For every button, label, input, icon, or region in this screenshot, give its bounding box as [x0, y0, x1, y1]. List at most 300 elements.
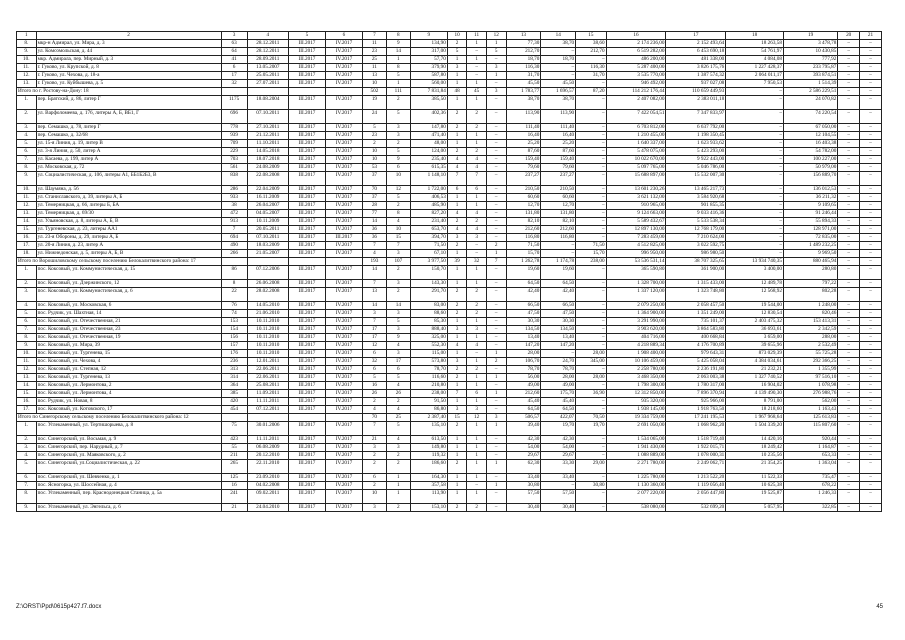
table-cell: 2 [447, 148, 467, 156]
address-cell: пос. Рудчик, ул. Шахтная, 14 [36, 310, 221, 318]
table-row [17, 482, 882, 490]
table-cell: 1 328 700,00 [606, 280, 666, 288]
table-cell: 1 [386, 482, 410, 490]
table-cell: 32 [362, 358, 386, 366]
table-cell: 125 [221, 474, 247, 482]
table-cell: – [486, 218, 506, 226]
table-cell: 193 [362, 258, 386, 266]
table-cell: 15 [386, 234, 410, 242]
table-cell: – [838, 64, 860, 72]
table-cell: III.2017 [288, 318, 325, 326]
table-cell: 06.08.2009 [247, 444, 288, 452]
table-cell: 125 613,83 [783, 414, 837, 422]
table-cell: 2 [467, 302, 487, 310]
table-cell: 1 163,43 [783, 406, 837, 414]
table-cell: 3 584 920,68 [666, 194, 726, 202]
table-cell: 13 934 740,35 [726, 258, 784, 266]
table-cell: 14.05.2010 [247, 302, 288, 310]
table-cell: 2 [467, 288, 487, 302]
table-cell: – [838, 310, 860, 318]
table-cell: 1 783,77 [506, 88, 541, 96]
table-cell: 147,20 [541, 342, 576, 350]
table-cell: 1 [447, 80, 467, 88]
table-cell: 10. [17, 350, 37, 358]
table-cell: 5. [17, 140, 37, 148]
table-cell: 7 [386, 242, 410, 250]
table-cell: 87,60 [506, 148, 541, 156]
address-cell: пос. Углекаменный, ул. Тертишорыева, д. 8 [36, 422, 221, 436]
table-cell: 17 [221, 72, 247, 80]
table-cell: 54 761,97 [726, 48, 784, 56]
column-number: 5 [288, 32, 325, 40]
table-cell: 238,00 [410, 390, 447, 398]
table-cell: – [486, 504, 506, 512]
table-cell: III.2017 [288, 490, 325, 504]
table-cell: 1 623 933,62 [666, 140, 726, 148]
table-cell: 422,07 [541, 414, 576, 422]
table-cell: 3 [486, 88, 506, 96]
table-cell: 5 [362, 374, 386, 382]
table-row [17, 242, 882, 250]
table-cell: IV.2017 [325, 436, 362, 444]
table-cell: – [838, 460, 860, 474]
table-cell: 1 [467, 96, 487, 110]
table-cell: 292 366,25 [783, 358, 837, 366]
table-cell: – [467, 72, 487, 80]
table-cell: 26.04.2007 [247, 202, 288, 210]
table-cell: 235,40 [410, 156, 447, 164]
table-cell: 2 271 780,00 [606, 460, 666, 474]
table-cell: 20.05.2011 [247, 226, 288, 234]
table-cell: 1 [486, 250, 506, 258]
address-cell: пос. Коксовый, ул. Тургенева, 13 [36, 374, 221, 382]
table-cell: – [726, 88, 784, 96]
table-cell: 24 [362, 110, 386, 124]
table-cell: 212,70 [576, 48, 606, 56]
table-cell: – [541, 350, 576, 358]
table-cell: – [838, 334, 860, 342]
table-cell: 4. [17, 452, 37, 460]
table-cell: 7 347 833,97 [666, 110, 726, 124]
table-cell: 6. [17, 148, 37, 156]
address-cell: ул. Социалистическая, д. 106, литеры А1, ББ1Б2Б3, В [36, 172, 221, 186]
table-cell: 4 [386, 436, 410, 444]
table-cell: 28.02.2008 [247, 288, 288, 302]
table-cell: 7 [447, 390, 467, 398]
table-cell: 47,50 [541, 310, 576, 318]
table-cell: 229 [221, 148, 247, 156]
table-row [17, 382, 882, 390]
table-cell: 3 [467, 326, 487, 334]
table-cell: – [838, 258, 860, 266]
table-cell: 12 830,54 [726, 310, 784, 318]
table-cell: 6 [386, 164, 410, 172]
table-cell: 210,50 [506, 186, 541, 194]
table-cell: 11. [17, 358, 37, 366]
table-row [17, 140, 882, 148]
table-cell: 5 [386, 194, 410, 202]
table-cell: IV.2017 [325, 374, 362, 382]
table-cell: – [726, 202, 784, 210]
table-cell: 696 [221, 110, 247, 124]
table-cell: 10.11.2010 [247, 350, 288, 358]
table-cell: 6 453 690,18 [666, 48, 726, 56]
table-cell: 678,22 [783, 482, 837, 490]
table-cell: III.2017 [288, 460, 325, 474]
column-number: 7 [362, 32, 386, 40]
table-row [17, 436, 882, 444]
table-cell: – [486, 186, 506, 194]
table-cell: – [838, 444, 860, 452]
table-row [17, 406, 882, 414]
table-cell: 5 [362, 124, 386, 132]
table-cell: 5 425 058,04 [666, 358, 726, 366]
table-cell: 17 [362, 334, 386, 342]
table-cell: 933 [221, 194, 247, 202]
table-cell: 2 [447, 40, 467, 48]
table-cell: 39,40 [506, 422, 541, 436]
table-cell: 10.11.2010 [247, 342, 288, 350]
table-cell: 325,00 [410, 334, 447, 342]
table-cell: 10 625,38 [726, 482, 784, 490]
table-cell: 28.12.2011 [247, 48, 288, 56]
table-cell: IV.2017 [325, 156, 362, 164]
table-cell: 735 101,37 [666, 318, 726, 326]
table-cell: – [726, 186, 784, 194]
table-cell: – [838, 156, 860, 164]
column-number: 17 [666, 32, 726, 40]
table-cell: 2 [447, 302, 467, 310]
table-cell: 54,00 [506, 444, 541, 452]
table-cell: 11. [17, 194, 37, 202]
table-cell: 6 [447, 186, 467, 194]
table-cell: 22.06.2011 [247, 374, 288, 382]
table-cell: 14 [362, 266, 386, 280]
table-cell: 14. [17, 218, 37, 226]
table-cell: 17 [386, 358, 410, 366]
table-cell: IV.2017 [325, 218, 362, 226]
table-cell: – [486, 382, 506, 390]
table-cell: – [486, 96, 506, 110]
table-cell: 21.05.2007 [247, 250, 288, 258]
table-cell: – [860, 234, 882, 242]
table-cell: 8. [17, 40, 37, 48]
table-cell: 26 [386, 390, 410, 398]
table-cell: 38,70 [541, 40, 576, 48]
table-cell: 1 [447, 194, 467, 202]
table-cell: 361 900,00 [666, 266, 726, 280]
table-cell: 10. [17, 186, 37, 194]
table-cell: 21 232,21 [726, 366, 784, 374]
subtotal-label: Итого по Синегорскому сельскому поселению Белокалитвинского района: 12 [17, 414, 222, 422]
table-cell: 400 668,84 [666, 334, 726, 342]
table-cell: 613,50 [410, 436, 447, 444]
table-cell: 16 [362, 382, 386, 390]
table-cell: 901 855,35 [666, 202, 726, 210]
table-cell: IV.2017 [325, 398, 362, 406]
table-cell: III.2017 [288, 202, 325, 210]
table-cell: IV.2017 [325, 288, 362, 302]
table-cell: III.2017 [288, 326, 325, 334]
table-cell: IV.2017 [325, 474, 362, 482]
table-cell: 13.05.2007 [247, 64, 288, 72]
table-cell: – [486, 148, 506, 156]
table-cell: – [726, 132, 784, 140]
table-cell: 5. [17, 310, 37, 318]
table-cell: 78,70 [541, 366, 576, 374]
table-cell: 74 [221, 310, 247, 318]
table-cell: 48,00 [410, 140, 447, 148]
table-cell: 4 [447, 342, 467, 350]
table-cell: 30,80 [506, 482, 541, 490]
table-cell: – [860, 210, 882, 218]
table-cell: 1 941 430,00 [606, 444, 666, 452]
table-cell: 16.11.2009 [247, 194, 288, 202]
table-cell: – [726, 218, 784, 226]
table-cell: 873 029,39 [726, 350, 784, 358]
table-row [17, 318, 882, 326]
address-cell: пос. Углекаменный, ул. Энгельса, д. 6 [36, 504, 221, 512]
table-cell: 8. [17, 490, 37, 504]
table-cell: 4 [467, 156, 487, 164]
table-cell: 1 [467, 56, 487, 64]
table-cell: 233 795,87 [783, 64, 837, 72]
table-cell: 2 [467, 310, 487, 318]
table-cell: 17 241 195,53 [666, 414, 726, 422]
table-cell: 5 287 400,00 [606, 64, 666, 72]
table-cell: 3 [386, 280, 410, 288]
table-cell: 241 [221, 490, 247, 504]
table-cell: – [541, 482, 576, 490]
table-cell: 2 [467, 110, 487, 124]
table-cell: 18,70 [541, 56, 576, 64]
table-cell: – [576, 266, 606, 280]
table-cell: 1 088 889,00 [606, 452, 666, 460]
table-cell: 1 [467, 194, 487, 202]
table-cell: 26.06.2008 [247, 280, 288, 288]
table-cell: 996 950,00 [606, 250, 666, 258]
table-row [17, 172, 882, 186]
table-cell: 3 022 592,75 [666, 242, 726, 250]
address-cell: пос. Коксовый, ул. Московская, 6 [36, 302, 221, 310]
table-cell: 32 [467, 258, 487, 266]
table-cell: 357,58 [410, 482, 447, 490]
table-cell: 1 246,33 [783, 490, 837, 504]
table-cell: 561 [221, 164, 247, 172]
table-cell: – [576, 194, 606, 202]
table-cell: 12,70 [506, 202, 541, 210]
table-cell: 1 227 428,37 [726, 64, 784, 72]
table-cell: 33,30 [541, 460, 576, 474]
table-cell: 1 248,00 [783, 302, 837, 310]
table-cell: 30,40 [506, 504, 541, 512]
table-cell: 21.06.2010 [247, 310, 288, 318]
table-cell: 82,10 [506, 218, 541, 226]
table-cell: 3 864 583,80 [666, 326, 726, 334]
table-cell: – [726, 156, 784, 164]
table-cell: III.2017 [288, 422, 325, 436]
table-cell: 116,30 [576, 64, 606, 72]
table-cell: 1 [486, 390, 506, 398]
table-cell: III.2017 [288, 172, 325, 186]
table-row [17, 96, 882, 110]
table-cell: – [860, 382, 882, 390]
table-row [17, 342, 882, 350]
table-cell: 1 068 962,20 [666, 422, 726, 436]
table-cell: – [576, 302, 606, 310]
address-cell: пос. Коксовый, ул. Мира, 39 [36, 342, 221, 350]
table-cell: 7. [17, 156, 37, 164]
table-cell: 291,70 [410, 288, 447, 302]
table-cell: – [838, 40, 860, 48]
table-cell: 7 [362, 242, 386, 250]
table-cell: 1 [386, 474, 410, 482]
table-cell [288, 88, 325, 96]
table-cell: 12 768 179,00 [666, 226, 726, 234]
table-cell: 149,80 [410, 444, 447, 452]
table-cell: 2 383 011,18 [666, 96, 726, 110]
table-cell: 10.11.2010 [247, 326, 288, 334]
table-cell: 7. [17, 326, 37, 334]
table-cell: 131,80 [506, 210, 541, 218]
table-cell: 3 400,00 [726, 266, 784, 280]
table-cell: 1 [467, 40, 487, 48]
table-cell: III.2017 [288, 64, 325, 72]
table-cell: III.2017 [288, 334, 325, 342]
table-cell: III.2017 [288, 250, 325, 258]
table-cell: 29,67 [506, 452, 541, 460]
table-cell: 1 [467, 280, 487, 288]
table-cell: 5 [386, 374, 410, 382]
table-cell: 33,40 [541, 474, 576, 482]
table-cell: III.2017 [288, 266, 325, 280]
table-cell: – [576, 452, 606, 460]
housing-program-table [16, 31, 882, 512]
subtotal-row [17, 88, 882, 96]
table-cell: 3 [447, 64, 467, 72]
table-cell: 313 [221, 366, 247, 374]
table-cell: 6 [221, 64, 247, 72]
column-number: 11 [467, 32, 487, 40]
table-cell: – [860, 226, 882, 234]
table-cell: 6 [362, 366, 386, 374]
table-cell: 1 315 433,00 [666, 280, 726, 288]
table-cell: 30,40 [541, 504, 576, 512]
table-cell: 64,50 [506, 280, 541, 288]
table-cell: – [838, 110, 860, 124]
table-cell: – [486, 474, 506, 482]
table-cell: 1. [17, 266, 37, 280]
table-cell: 3. [17, 444, 37, 452]
table-cell: 116,80 [541, 234, 576, 242]
table-cell: 4 084,08 [726, 56, 784, 64]
table-cell: 1 [447, 132, 467, 140]
table-cell: – [838, 390, 860, 398]
table-cell: 1 [467, 452, 487, 460]
table-cell: III.2017 [288, 406, 325, 414]
table-cell: 12. [17, 72, 37, 80]
table-cell: 57,50 [506, 490, 541, 504]
table-cell: 4 [447, 156, 467, 164]
file-path: Z:\ORST\Ppd\0615p427.f7.docx [16, 604, 102, 610]
address-cell: г. Гуково, ул. Куйбышева, д. 5 [36, 80, 221, 88]
table-cell: 78,70 [410, 366, 447, 374]
table-cell: III.2017 [325, 234, 362, 242]
table-cell: – [576, 164, 606, 172]
table-cell: 30.01.2006 [247, 422, 288, 436]
table-row [17, 148, 882, 156]
table-cell: 420 [221, 398, 247, 406]
table-cell: – [486, 226, 506, 234]
table-cell: 1 780 317,00 [666, 382, 726, 390]
table-cell: 1 337 120,00 [606, 288, 666, 302]
table-cell: 237,27 [506, 172, 541, 186]
table-cell: 1 514,39 [783, 80, 837, 88]
table-cell: 2 [362, 460, 386, 474]
address-cell: пос. Коксовый, ул. Чехова, 4 [36, 358, 221, 366]
table-cell: 2 [486, 242, 506, 250]
table-cell: 30,30 [506, 318, 541, 326]
table-cell: 385,50 [410, 96, 447, 110]
column-number: 6 [325, 32, 362, 40]
table-cell: 211 [221, 452, 247, 460]
table-cell: IV.2017 [325, 350, 362, 358]
table-cell: 1 130 360,00 [606, 482, 666, 490]
table-cell: 28,00 [576, 374, 606, 382]
table-cell: – [576, 382, 606, 390]
table-cell: 153,10 [410, 504, 447, 512]
table-cell: III.2017 [288, 280, 325, 288]
table-cell: – [576, 288, 606, 302]
address-cell: пос. Коксовый, ул. Лермонтова, 2 [36, 382, 221, 390]
table-cell: – [486, 302, 506, 310]
table-cell: 314 [221, 374, 247, 382]
table-cell: 322,85 [783, 504, 837, 512]
table-cell: 66,50 [541, 302, 576, 310]
table-cell: 63 [221, 40, 247, 48]
table-cell: – [726, 250, 784, 258]
table-cell: III.2017 [288, 374, 325, 382]
table-cell: 19,60 [506, 266, 541, 280]
table-cell: – [467, 242, 487, 250]
table-cell: 21 [362, 436, 386, 444]
table-cell: 1 489 232,25 [783, 242, 837, 250]
table-cell: – [576, 326, 606, 334]
table-cell: 1 [447, 350, 467, 358]
table-cell [288, 258, 325, 266]
table-cell: 79,60 [506, 164, 541, 172]
address-cell: ул. Тургеневская, д. 23, литеры АА1 [36, 226, 221, 234]
table-cell: 1 [447, 490, 467, 504]
table-cell: 54,00 [541, 444, 576, 452]
table-cell: – [860, 194, 882, 202]
table-cell: – [486, 202, 506, 210]
table-cell: 42,40 [541, 288, 576, 302]
table-cell: – [541, 72, 576, 80]
table-cell: – [860, 72, 882, 80]
table-cell: 1 [467, 490, 487, 504]
table-cell: – [860, 80, 882, 88]
table-cell: 153 [221, 318, 247, 326]
table-cell: – [838, 452, 860, 460]
table-cell: 402,36 [410, 110, 447, 124]
table-cell: 57,70 [410, 56, 447, 64]
table-row [17, 186, 882, 194]
table-cell: 5 097 765,00 [606, 164, 666, 172]
table-cell: 9. [17, 342, 37, 350]
table-cell: 5 [386, 148, 410, 156]
table-cell: 2 532,49 [783, 342, 837, 350]
